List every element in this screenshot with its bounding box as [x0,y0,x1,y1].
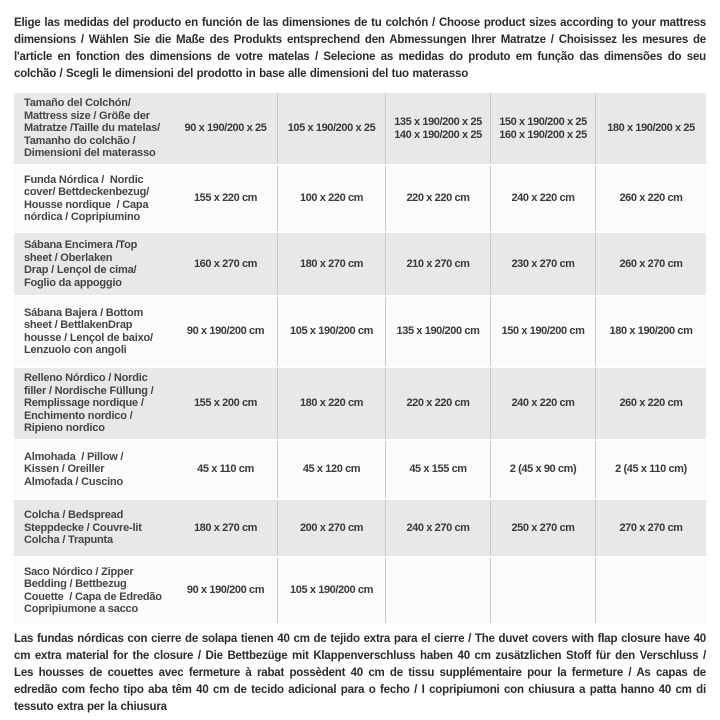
table-row-bottom-sheet [14,297,706,366]
table-row-mattress-size [14,93,706,164]
product-label-cell: Sábana Bajera / Bottom sheet / BettlakenDrap housse / Lençol de baixo/ Lenzuolo con angoli [24,306,153,356]
footer-note: Las fundas nórdicas con cierre de solapa tienen 40 cm de tejido extra para el cierre / The duvet covers with flap closure have 40 cm extra material for the closure / Die Bettbezüge mit Klappenverschluss haben 40 cm zusätzlichen Stoff für den Verschluss / Les housses de couettes avec fermeture à rabat possèdent 40 cm de tissu supplémentaire pour la fermeture / As capas de edredão com fecho tipo aba têm 40 cm de tecido adicional para o fecho / I copripiumoni con chiusura a patta hanno 40 cm di tessuto extra per la chiusura [14,633,706,713]
size-value-cell: 200 x 270 cm [277,500,385,556]
table-row-zipper-bedding [14,558,706,623]
table-row-nordic-cover [14,166,706,231]
product-label-cell: Relleno Nórdico / Nordic filler / Nordische Füllung / Remplissage nordique / Enchimento nordico / Ripieno nordico [24,372,154,435]
size-value-cell: 2 (45 x 90 cm) [490,441,595,498]
size-value-cell: 260 x 220 cm [595,166,706,231]
product-label-cell: Sábana Encimera /Top sheet / Oberlaken Drap / Lençol de cima/ Foglio da appoggio [24,239,138,289]
product-label-cell: Funda Nórdica / Nordic cover/ Bettdeckenbezug/ Housse nordique / Capa nórdica / Copripiumino [24,173,149,223]
size-value-cell: 155 x 220 cm [193,192,258,204]
size-value-cell: 100 x 220 cm [277,166,385,231]
size-value-cell: 220 x 220 cm [385,368,490,439]
product-label-cell: Colcha / Bedspread Steppdecke / Couvre-lit Colcha / Trapunta [24,509,142,547]
size-value-cell: 260 x 270 cm [595,233,706,295]
size-table [14,93,706,623]
table-row-pillow [14,441,706,498]
size-value-cell: 45 x 110 cm [197,463,254,475]
size-value-cell: 135 x 190/200 x 25 140 x 190/200 x 25 [385,93,490,164]
size-value-cell: 155 x 200 cm [193,397,258,409]
size-value-cell: 160 x 270 cm [193,257,258,270]
size-value-cell [490,558,595,623]
size-value-cell: 105 x 190/200 cm [277,297,385,366]
size-value-cell: 220 x 220 cm [385,166,490,231]
table-row-nordic-filler [14,368,706,439]
product-label-cell: Almohada / Pillow / Kissen / Oreiller Almofada / Cuscino [24,450,124,488]
size-value-cell: 90 x 190/200 cm [186,584,265,596]
size-value-cell: 90 x 190/200 cm [186,325,265,337]
size-value-cell [385,558,490,623]
size-value-cell: 135 x 190/200 cm [385,297,490,366]
product-label-cell: Tamaño del Colchón/ Mattress size / Größe der Matratze /Taille du matelas/ Tamanho do colchão / Dimensioni del materasso [24,97,161,160]
size-value-cell: 105 x 190/200 x 25 [277,93,385,164]
size-value-cell: 150 x 190/200 cm [490,297,595,366]
size-value-cell: 180 x 190/200 cm [595,297,706,366]
size-value-cell: 180 x 270 cm [277,233,385,295]
size-value-cell [595,558,706,623]
size-value-cell: 105 x 190/200 cm [277,558,385,623]
size-value-cell: 270 x 270 cm [595,500,706,556]
header-note: Elige las medidas del producto en función de las dimensiones de tu colchón / Choose product sizes according to your mattress dimensions / Wählen Sie die Maße des Produkts entsprechend den Abmessungen Ihrer Matratze / Choisissez les mesures de l'article en fonction des dimensions de votre matelas / Selecione as medidas do produto em função das dimensões do seu colchão / Scegli le dimensioni del prodotto in base alle dimensioni del tuo materasso [14,17,706,80]
size-value-cell: 230 x 270 cm [490,233,595,295]
size-value-cell: 2 (45 x 110 cm) [595,441,706,498]
size-value-cell: 240 x 270 cm [385,500,490,556]
size-value-cell: 45 x 120 cm [277,441,385,498]
size-value-cell: 250 x 270 cm [490,500,595,556]
table-row-bedspread [14,500,706,556]
size-value-cell: 180 x 220 cm [277,368,385,439]
size-value-cell: 260 x 220 cm [595,368,706,439]
size-value-cell: 180 x 270 cm [193,521,258,534]
size-value-cell: 240 x 220 cm [490,368,595,439]
size-value-cell: 150 x 190/200 x 25 160 x 190/200 x 25 [490,93,595,164]
size-value-cell: 45 x 155 cm [385,441,490,498]
size-value-cell: 90 x 190/200 x 25 [184,122,267,134]
size-value-cell: 210 x 270 cm [385,233,490,295]
size-value-cell: 240 x 220 cm [490,166,595,231]
table-row-top-sheet [14,233,706,295]
size-value-cell: 180 x 190/200 x 25 [595,93,706,164]
product-label-cell: Saco Nórdico / Zipper Bedding / Bettbezug Couette / Capa de Edredão Copripiumone a sacco [24,565,162,615]
